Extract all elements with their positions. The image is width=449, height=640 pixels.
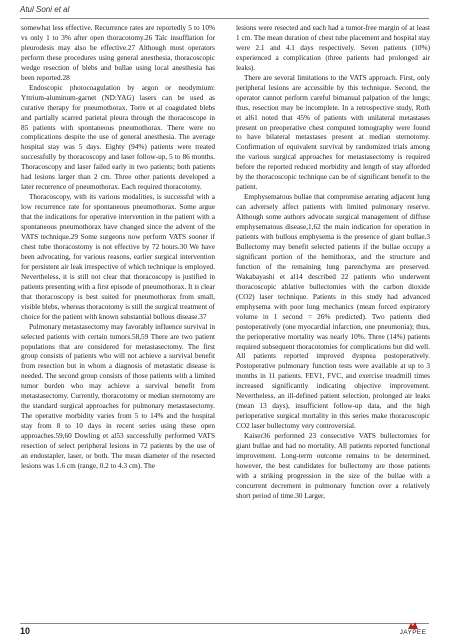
paragraph: Emphysematous bullae that compromise aerating adjacent lung can adversely affect patients with limited pulmonary reserve. Although some authors advocate surgical management of diffuse emphysematous disease,1,62 the main indication for operation in patients with bullous emphysema is the presence of giant bullae.3 Bullectomy may benefit selected patients if the bullae occupy a significant portion of the hemithorax, and the structure and function of the remaining lung parenchyma are preserved. Wakabayashi et al14 described 22 patients who underwent thoracoscopic ablative bullectomies with the carbon dioxide (CO2) laser technique. Patients in this study had advanced emphysema with poor lung mechanics (mean forced expiratory volume in 1 second = 26% predicted). Two patients died postoperatively (one myocardial infarction, one pneumonia); thus, the perioperative mortality was nearly 10%. Three (14%) patients required subsequent thoracotomies for complications but did well. All patients reported improved dyspnea postoperatively. Postoperative pulmonary function tests were available at up to 3 months in 11 patients. FEV1, FVC, and exercise treadmill times increased significantly indicating objective improvement. Nevertheless, an ill-defined patient selection, prolonged air leaks (mean 13 days), insufficient follow-up data, and the high perioperative surgical mortality in this series make thoracoscopic CO2 laser bullectomy very controversial. (236, 193, 430, 431)
left-column (21, 24, 215, 472)
page-number: 10 (20, 626, 31, 636)
logo-mark-icon (408, 622, 418, 629)
paragraph: Endoscopic photocoagulation by argon or neodymium: Yttrium-aluminum-garnet (ND:YAG) lasers can be used as curative therapy for pneumothorax. Torre et al coagulated blebs and partially scarred parietal pleura through the thoracoscope in 85 patients with spontaneous pneumothorax. There were no complications despite the use of general anesthesia. The average hospital stay was 5 days. Eighty (94%) patients were treated successfully by thoracoscopy and laser follow-up, 5 to 86 months. Thoracoscopy and laser failed early in two patients; both patients had lesions larger than 2 cm. Three other patients developed a later recurrence of pneumothorax. Each required thoracotomy. (21, 83, 215, 192)
logo-text: JAYPEE (399, 629, 427, 636)
paragraph: Thoracoscopy, with its various modalities, is successful with a low recurrence rate for spontaneous pneumothorax. Some argue that the indications for operative intervention in the patient with a spontaneous pneumothorax have changed since the advent of the VATS technique.29 Some surgeons now perform VATS sooner if chest tube thoracostomy is not effective by 72 hours.30 We have been advocating, for various reasons, earlier surgical intervention for persistent air leak irrespective of which technique is employed. Nevertheless, it is still not clear that thoracoscopy is justified in patients presenting with a first episode of pneumothorax. It is clear that thoracoscopy is best suited for pneumothorax from small, visible blebs, whereas thoracotomy is still the surgical treatment of choice for the patient with known substantial bullous disease.37 (21, 193, 215, 321)
footer-rule (20, 623, 429, 624)
paragraph: There are several limitations to the VATS approach. First, only peripheral lesions are accessible by this technique. Second, the operator cannot perform careful bimanual palpation of the lungs; thus, resection may be incomplete. In a retrospective study, Roth et al61 noted that 45% of patients with unilateral metastases present on preoperative chest computed tomography were found to have bilateral metastases present at median sternotomy. Confirmation of equivalent survival by randomized trials among the various surgical approaches for metastasectomy is required before the reported reduced morbidity and length of stay afforded by the thoracoscopic technique can be of significant benefit to the patient. (236, 73, 430, 192)
paragraph: somewhat less effective. Recurrence rates are reportedly 5 to 10% vs only 1 to 3% after open thoracotomy.26 Talc insufflation for pleurodesis may also be effective.27 Although most operators perform these procedures using general anesthesia, thoracoscopic wedge resection of blebs and bullae using local anesthesia has been reported.28 (21, 24, 215, 82)
paragraph: Kaiser36 performed 23 consecutive VATS bullectomies for giant bullae and had no mortality. All patients reported functional improvement. Long-term outcome remains to be determined, however, the best candidates for bullectomy are those patients with a striking progression in the size of the bullae with a concurrent decrement in pulmonary function over a relatively short period of time.30 Larger, (236, 432, 430, 500)
jaypee-logo (393, 622, 433, 638)
running-head: Atul Soni et al (20, 5, 70, 14)
right-column (236, 24, 430, 502)
header-rule (20, 18, 429, 19)
paragraph: Pulmonary metastasectomy may favorably influence survival in selected patients with certain tumors.58,59 There are two patient populations that are considered for metastasectomy. The first group consists of patients who will not achieve a survival benefit from resection but in whom a diagnosis of metastatic disease is needed. The second group consists of those patients with a limited tumor burden who may achieve a survival benefit from metastasectomy. Currently, thoracotomy or median sternotomy are the standard surgical approaches for pulmonary metastasectomy. The operative morbidity varies from 5 to 14% and the hospital stay from 8 to 10 days in recent series using these open approaches.59,60 Dowling et al53 successfully performed VATS resection of select peripheral lesions in 72 patients by the use of an endostapler, laser, or both. The mean diameter of the resected lesions was 1.6 cm (range, 0.2 to 4.3 cm). The (21, 322, 215, 470)
paragraph: lesions were resected and each had a tumor-free margin of at least 1 cm. The mean duration of chest tube placement and hospital stay were 2.1 and 4.1 days respectively. Seven patients (10%) experienced a complication (three patients had prolonged air leaks). (236, 24, 430, 72)
